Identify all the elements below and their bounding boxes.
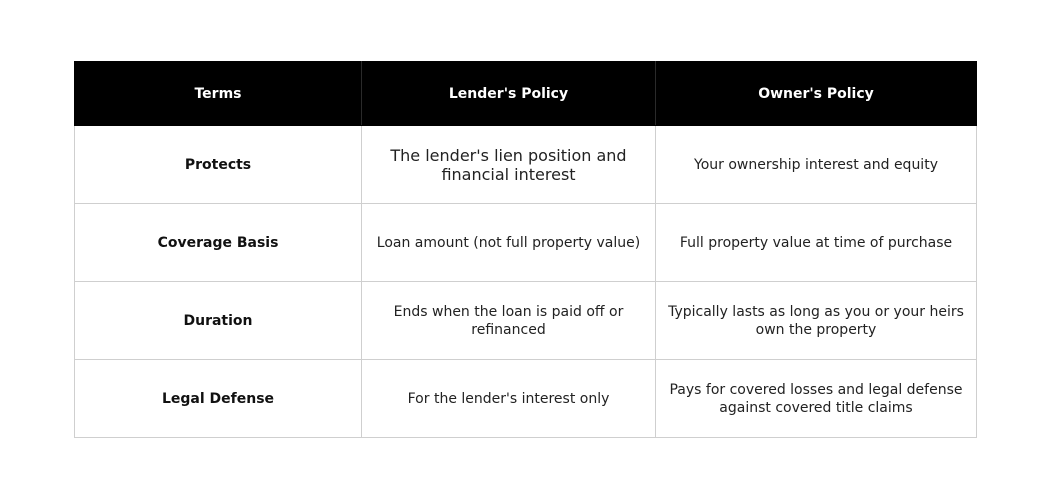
row-owner-policy: Your ownership interest and equity <box>656 126 977 204</box>
table-row <box>75 126 977 204</box>
header-lenders-policy: Lender's Policy <box>362 62 656 126</box>
table-header <box>75 62 977 126</box>
header-owners-policy: Owner's Policy <box>656 62 977 126</box>
row-owner-policy: Full property value at time of purchase <box>656 204 977 282</box>
table-row <box>75 360 977 438</box>
row-term: Coverage Basis <box>75 204 362 282</box>
row-term: Legal Defense <box>75 360 362 438</box>
policy-comparison-table <box>74 61 977 438</box>
table-row <box>75 282 977 360</box>
row-term: Protects <box>75 126 362 204</box>
row-lender-policy: The lender's lien position and financial interest <box>362 126 656 204</box>
comparison-table-container <box>74 61 976 438</box>
header-terms: Terms <box>75 62 362 126</box>
row-owner-policy: Typically lasts as long as you or your heirs own the property <box>656 282 977 360</box>
row-lender-policy: Loan amount (not full property value) <box>362 204 656 282</box>
row-term: Duration <box>75 282 362 360</box>
row-owner-policy: Pays for covered losses and legal defense against covered title claims <box>656 360 977 438</box>
row-lender-policy: Ends when the loan is paid off or refinanced <box>362 282 656 360</box>
row-lender-policy: For the lender's interest only <box>362 360 656 438</box>
header-row <box>75 62 977 126</box>
table-body <box>75 126 977 438</box>
table-row <box>75 204 977 282</box>
